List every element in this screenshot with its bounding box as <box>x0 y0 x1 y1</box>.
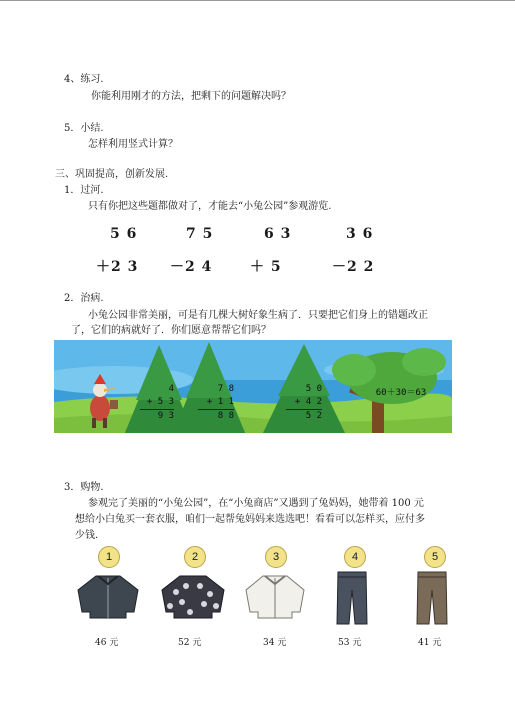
tree-sign-3-line3: 5 2 <box>305 411 322 421</box>
item-4-number-badge: 4 <box>344 546 366 568</box>
tree-sign-3-rule <box>286 409 322 410</box>
problem-4-bottom: －2 2 <box>332 259 375 275</box>
item-1-number-badge: 1 <box>98 546 120 568</box>
problem-3-bottom: ＋ 5 <box>250 259 282 275</box>
page-top-border <box>0 0 515 1</box>
section-4-text: 你能利用刚才的方法，把剩下的问题解决吗？ <box>91 91 291 102</box>
tree-sign-2-line2: + 1 1 <box>206 397 234 407</box>
part-3-sub2-title: 2．治病. <box>64 293 104 304</box>
item-2-number-badge: 2 <box>184 546 206 568</box>
part-3-sub3-line2: 想给小白兔买一套衣服，咱们一起帮兔妈妈来选选吧！看看可以怎样买，应付多 <box>75 514 425 525</box>
dark-jacket-icon <box>76 572 140 620</box>
part-3-sub3-line3: 少钱. <box>75 530 99 541</box>
item-5-price: 41 元 <box>418 638 442 648</box>
tree-sign-1-line1: 4 <box>168 384 174 394</box>
part-3-sub1-title: 1．过河. <box>64 185 104 196</box>
part-3-sub3-line1: 参观完了美丽的“小兔公园”，在“小兔商店”又遇到了兔妈妈，她带着 100 元 <box>88 498 424 509</box>
tree-sign-3-line1: 5 0 <box>305 384 322 394</box>
item-3-price: 34 元 <box>263 638 287 648</box>
bush-equation: 60＋30＝63 <box>375 388 427 398</box>
section-5-text: 怎样利用竖式计算？ <box>88 139 178 150</box>
dotted-jacket-icon <box>160 572 226 620</box>
problem-2-top: 7 5 <box>186 226 214 242</box>
park-scene-drawing <box>54 340 452 433</box>
problem-1-bottom: ＋2 3 <box>96 259 139 275</box>
section-5-title: 5．小结. <box>64 123 104 134</box>
item-2-price: 52 元 <box>178 638 202 648</box>
part-3-title: 三、巩固提高，创新发展. <box>55 169 169 180</box>
problem-2-bottom: －2 4 <box>170 259 213 275</box>
brown-trousers-icon <box>415 570 449 626</box>
tree-sign-1-line2: + 5 3 <box>146 397 174 407</box>
part-3-sub2-line2: 了，它们的病就好了．你们愿意帮帮它们吗？ <box>71 325 271 336</box>
white-jacket-icon <box>244 572 306 620</box>
problem-3-top: 6 3 <box>264 226 292 242</box>
part-3-sub1-text: 只有你把这些题都做对了，才能去“小兔公园”参观游览. <box>88 201 332 212</box>
problem-4-top: 3 6 <box>346 226 374 242</box>
item-4-price: 53 元 <box>338 638 362 648</box>
item-5-number-badge: 5 <box>424 546 446 568</box>
blue-trousers-icon <box>335 570 369 626</box>
tree-sign-2-line1: 7 8 <box>217 384 234 394</box>
item-1-price: 46 元 <box>95 638 119 648</box>
part-3-sub2-line1: 小兔公园非常美丽，可是有几棵大树好象生病了．只要把它们身上的错题改正 <box>88 310 428 321</box>
tree-sign-2-rule <box>198 409 234 410</box>
item-3-number-badge: 3 <box>265 546 287 568</box>
park-illustration <box>54 340 452 433</box>
tree-sign-1-line3: 9 3 <box>157 411 174 421</box>
tree-sign-2-line3: 8 8 <box>217 411 234 421</box>
section-4-title: 4、练习. <box>64 74 104 85</box>
tree-sign-1-rule <box>140 409 174 410</box>
tree-sign-3-line2: + 4 2 <box>294 397 322 407</box>
part-3-sub3-title: 3．购物. <box>64 482 104 493</box>
problem-1-top: 5 6 <box>110 226 138 242</box>
